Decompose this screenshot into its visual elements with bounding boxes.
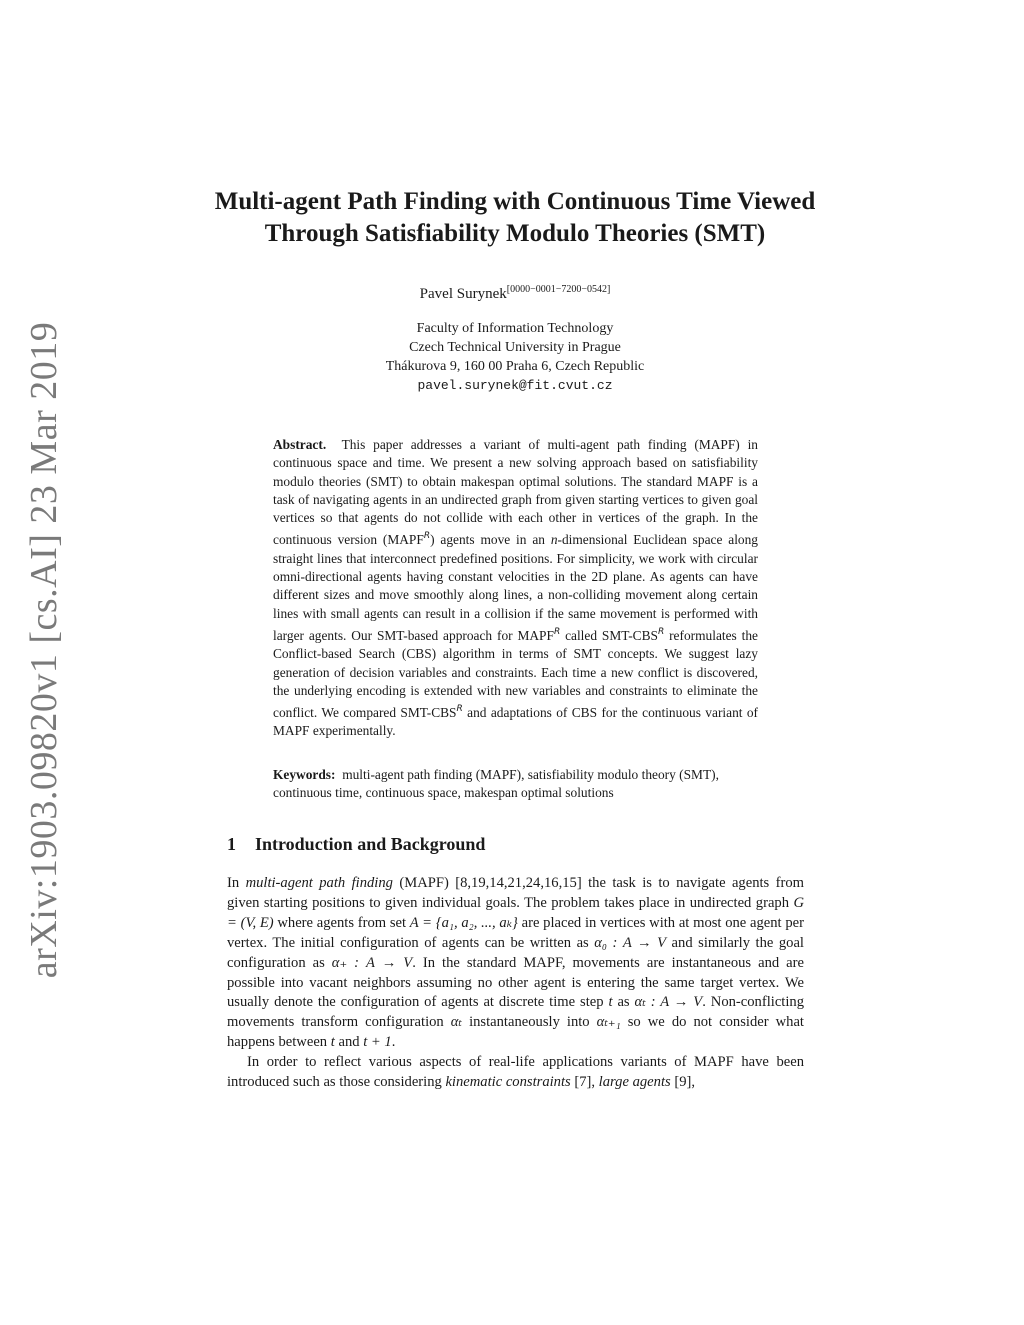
paper-title [150, 186, 880, 250]
affiliation-faculty: Faculty of Information Technology [416, 321, 614, 336]
math-goal-config: α₊ : A → V [331, 954, 413, 971]
math-agents: A = {a₁, a₂, ..., aₖ} [409, 914, 518, 931]
keywords-text: multi-agent path finding (MAPF), satisfiability modulo theory (SMT), continuous time, continuous space, makespan optimal solutions [273, 767, 719, 801]
p1-text-f: . In the standard MAPF, movements are instantaneous and are possible into vacant neighbors assuming no other agent is entering the same target vertex. We usually denote the configuration of agents at discrete time step [227, 954, 805, 1011]
p2-text-c: [9], [670, 1074, 696, 1091]
author-line [150, 284, 880, 303]
p2-text-b: [7], [570, 1074, 599, 1091]
affiliation-university: Czech Technical University in Prague [409, 340, 621, 355]
abstract [273, 436, 758, 741]
affiliation-block [150, 319, 880, 395]
abstract-superscript-1: R [423, 531, 431, 542]
abstract-label: Abstract. [273, 437, 327, 452]
p2-text-a: In order to reflect various aspects of real-life applications variants of MAPF have been introduced such as those considering [227, 1054, 804, 1091]
p1-text-a: In [227, 875, 246, 891]
p1-text-c: where agents from set [273, 914, 410, 931]
keywords-label: Keywords: [273, 767, 336, 782]
arxiv-identifier: arXiv:1903.09820v1 [cs.AI] 23 Mar 2019 [23, 321, 65, 979]
section-number: 1 [227, 834, 236, 854]
paragraph-2 [227, 1053, 804, 1093]
abstract-superscript-3: R [657, 626, 665, 637]
p1-text-i: instantaneously into [462, 1014, 597, 1031]
p1-text-l: . [391, 1034, 396, 1051]
section-body [227, 874, 804, 1093]
p1-text-h: . Non-conflicting movements transform configuration [227, 994, 804, 1031]
abstract-text-5: reformulates the Conflict-based Search (CBS) algorithm in terms of SMT concepts. We suggest lazy generation of decision variables and constraints. Each time a new conflict is discovered, the underlying encoding is extended with new variables and constraints to eliminate the conflict. We compared SMT-CBS [273, 627, 758, 721]
author-email[interactable]: pavel.surynek@fit.cvut.cz [417, 378, 613, 393]
math-alpha-t-map: αₜ : A → V [634, 994, 703, 1011]
abstract-superscript-4: R [456, 704, 463, 715]
math-alpha-t1: αₜ₊₁ [596, 1014, 621, 1031]
keywords [273, 766, 768, 803]
math-t-plus-1: t + 1 [363, 1034, 392, 1051]
p2-term-2: large agents [598, 1074, 671, 1091]
section-heading [227, 834, 485, 855]
paragraph-1 [227, 874, 804, 1053]
affiliation-address: Thákurova 9, 160 00 Praha 6, Czech Republic [385, 359, 645, 374]
title-line-2: Through Satisfiability Modulo Theories (SMT) [264, 220, 766, 247]
p1-text-b: (MAPF) [8,19,14,21,24,16,15] the task is to navigate agents from given starting positions to given individual goals. The problem takes place in undirected graph [227, 875, 804, 911]
p1-text-e: and similarly the goal configuration as [227, 934, 804, 971]
abstract-text-1: This paper addresses a variant of multi-agent path finding (MAPF) in continuous space and time. We present a new solving approach based on satisfiability modulo theories (SMT) to obtain makespan optimal solutions. The standard MAPF is a task of navigating agents in an undirected graph from given starting vertices to given goal vertices so that agents do not collide with each other in vertices of the graph. In the continuous version (MAPF [273, 437, 758, 548]
p1-text-j: so we do not consider what happens between [227, 1014, 804, 1051]
math-init-config: α₀ : A → V [594, 934, 667, 951]
title-line-1: Multi-agent Path Finding with Continuous Time Viewed [214, 188, 816, 215]
p1-text-d: are placed in vertices with at most one agent per vertex. The initial configuration of agents can be written as [227, 914, 804, 951]
p2-term-1: kinematic constraints [445, 1074, 571, 1091]
abstract-text-4: called SMT-CBS [560, 627, 658, 643]
math-graph: G = (V, E) [227, 894, 804, 931]
author-name: Pavel Surynek [419, 286, 507, 302]
author-orcid: [0000−0001−7200−0542] [506, 284, 611, 295]
abstract-superscript-2: R [553, 626, 561, 637]
math-t-2: t [330, 1034, 335, 1051]
abstract-text-3: -dimensional Euclidean space along straight lines that interconnect predefined positions. For simplicity, we work with circular omni-directional agents having constant velocities in the 2D plane. As agents can have different sizes and move smoothly along lines, a non-colliding movement along certain lines with small agents can result in a collision if the same movement is performed with larger agents. Our SMT-based approach for MAPF [273, 532, 758, 643]
p1-text-g: as [612, 994, 635, 1011]
abstract-text-2: ) agents move in an [430, 532, 551, 548]
math-alpha-t: αₜ [450, 1014, 463, 1031]
p1-term: multi-agent path finding [245, 875, 393, 891]
math-t: t [608, 994, 613, 1011]
p1-text-k: and [334, 1034, 364, 1051]
abstract-text-6: and adaptations of CBS for the continuous variant of MAPF experimentally. [273, 705, 759, 739]
abstract-math-n: n [550, 532, 558, 548]
section-title: Introduction and Background [255, 834, 486, 854]
